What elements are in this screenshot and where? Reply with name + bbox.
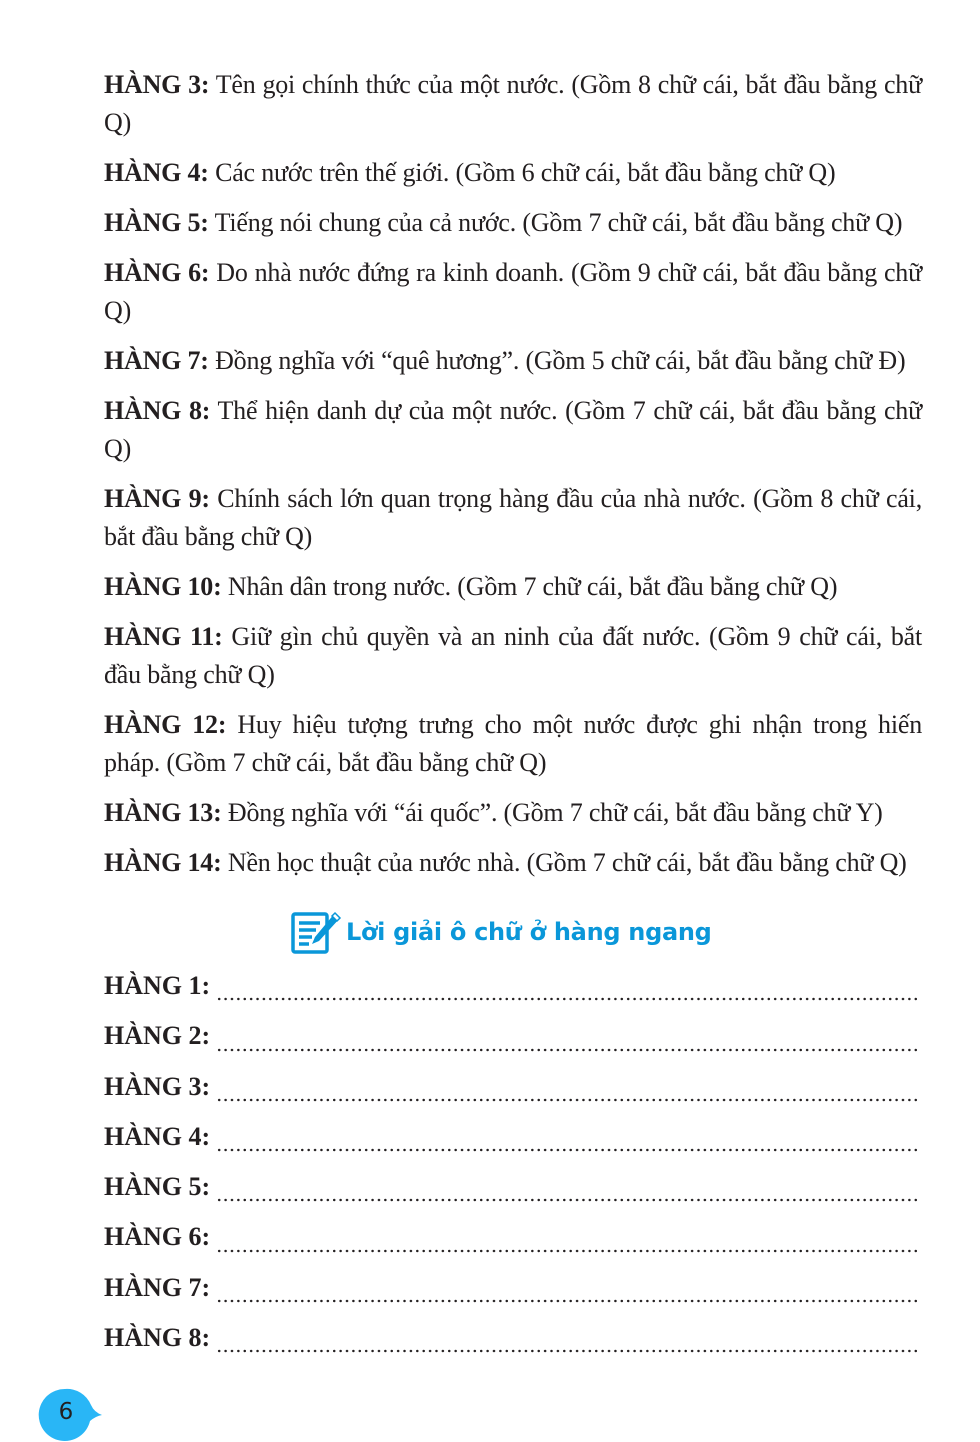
clue-label: HÀNG 12: bbox=[104, 710, 227, 739]
page-number-badge bbox=[38, 1388, 92, 1442]
section-title: Lời giải ô chữ ở hàng ngang bbox=[346, 918, 712, 946]
clue-text: Các nước trên thế giới. (Gồm 6 chữ cái, bắt đầu bằng chữ Q) bbox=[208, 158, 836, 187]
answer-label: HÀNG 1: bbox=[104, 971, 211, 1000]
clue-label: HÀNG 9: bbox=[104, 484, 210, 513]
answer-blank-line bbox=[216, 1248, 920, 1254]
clue-label: HÀNG 4: bbox=[104, 158, 209, 187]
clue-text: Tên gọi chính thức của một nước. (Gồm 8 chữ cái, bắt đầu bằng chữ Q) bbox=[104, 70, 923, 137]
clue-item bbox=[104, 204, 922, 242]
clue-text: Đồng nghĩa với “quê hương”. (Gồm 5 chữ cái, bắt đầu bằng chữ Đ) bbox=[208, 346, 906, 375]
clue-text: Thể hiện danh dự của một nước. (Gồm 7 chữ cái, bắt đầu bằng chữ Q) bbox=[104, 396, 922, 463]
clue-text: Đồng nghĩa với “ái quốc”. (Gồm 7 chữ cái, bắt đầu bằng chữ Y) bbox=[221, 798, 883, 827]
clue-text: Giữ gìn chủ quyền và an ninh của đất nước. (Gồm 9 chữ cái, bắt đầu bằng chữ Q) bbox=[104, 622, 922, 689]
answer-blank-line bbox=[216, 1298, 920, 1304]
clue-item bbox=[104, 342, 922, 380]
clue-label: HÀNG 3: bbox=[104, 70, 210, 99]
clue-text: Nhân dân trong nước. (Gồm 7 chữ cái, bắt đầu bằng chữ Q) bbox=[221, 572, 838, 601]
answer-row bbox=[104, 966, 920, 1016]
clue-list bbox=[104, 66, 922, 894]
answer-label: HÀNG 3: bbox=[104, 1071, 211, 1101]
answer-blank-line bbox=[216, 996, 920, 1002]
clue-item bbox=[104, 706, 922, 782]
answer-label: HÀNG 2: bbox=[104, 1021, 211, 1051]
answer-list bbox=[104, 966, 920, 1368]
clue-item bbox=[104, 618, 922, 694]
clue-label: HÀNG 5: bbox=[104, 208, 209, 237]
clue-label: HÀNG 13: bbox=[104, 798, 222, 827]
answer-row bbox=[104, 1016, 920, 1066]
answer-blank-line bbox=[216, 1047, 920, 1053]
answer-section-header bbox=[290, 908, 712, 956]
page-number: 6 bbox=[58, 1399, 74, 1425]
clue-label: HÀNG 8: bbox=[104, 396, 211, 425]
answer-row bbox=[104, 1167, 920, 1217]
clue-item bbox=[104, 844, 922, 882]
clue-label: HÀNG 6: bbox=[104, 258, 210, 287]
answer-label: HÀNG 4: bbox=[104, 1121, 211, 1151]
clue-item bbox=[104, 254, 922, 330]
answer-label: HÀNG 5: bbox=[104, 1172, 211, 1202]
answer-label: HÀNG 7: bbox=[104, 1272, 211, 1302]
clue-text: Nền học thuật của nước nhà. (Gồm 7 chữ cái, bắt đầu bằng chữ Q) bbox=[221, 848, 907, 877]
clue-item bbox=[104, 568, 922, 606]
edit-note-icon bbox=[290, 908, 342, 956]
answer-row bbox=[104, 1067, 920, 1117]
clue-item bbox=[104, 480, 922, 556]
clue-item bbox=[104, 154, 922, 192]
answer-blank-line bbox=[216, 1197, 920, 1203]
answer-blank-line bbox=[216, 1147, 920, 1153]
clue-text: Chính sách lớn quan trọng hàng đầu của nhà nước. (Gồm 8 chữ cái, bắt đầu bằng chữ Q) bbox=[104, 484, 922, 551]
answer-blank-line bbox=[216, 1348, 920, 1354]
clue-item bbox=[104, 794, 922, 832]
answer-row bbox=[104, 1318, 920, 1368]
answer-row bbox=[104, 1117, 920, 1167]
clue-text: Tiếng nói chung của cả nước. (Gồm 7 chữ cái, bắt đầu bằng chữ Q) bbox=[208, 208, 903, 237]
clue-label: HÀNG 10: bbox=[104, 572, 222, 601]
answer-row bbox=[104, 1217, 920, 1267]
clue-item bbox=[104, 66, 922, 142]
answer-blank-line bbox=[216, 1097, 920, 1103]
clue-text: Do nhà nước đứng ra kinh doanh. (Gồm 9 chữ cái, bắt đầu bằng chữ Q) bbox=[104, 258, 922, 325]
clue-label: HÀNG 14: bbox=[104, 848, 222, 877]
clue-item bbox=[104, 392, 922, 468]
answer-label: HÀNG 8: bbox=[104, 1323, 211, 1353]
clue-text: Huy hiệu tượng trưng cho một nước được ghi nhận trong hiến pháp. (Gồm 7 chữ cái, bắt đầu bằng chữ Q) bbox=[104, 710, 923, 777]
answer-row bbox=[104, 1268, 920, 1318]
clue-label: HÀNG 11: bbox=[104, 622, 223, 651]
clue-label: HÀNG 7: bbox=[104, 346, 209, 375]
answer-label: HÀNG 6: bbox=[104, 1222, 211, 1252]
